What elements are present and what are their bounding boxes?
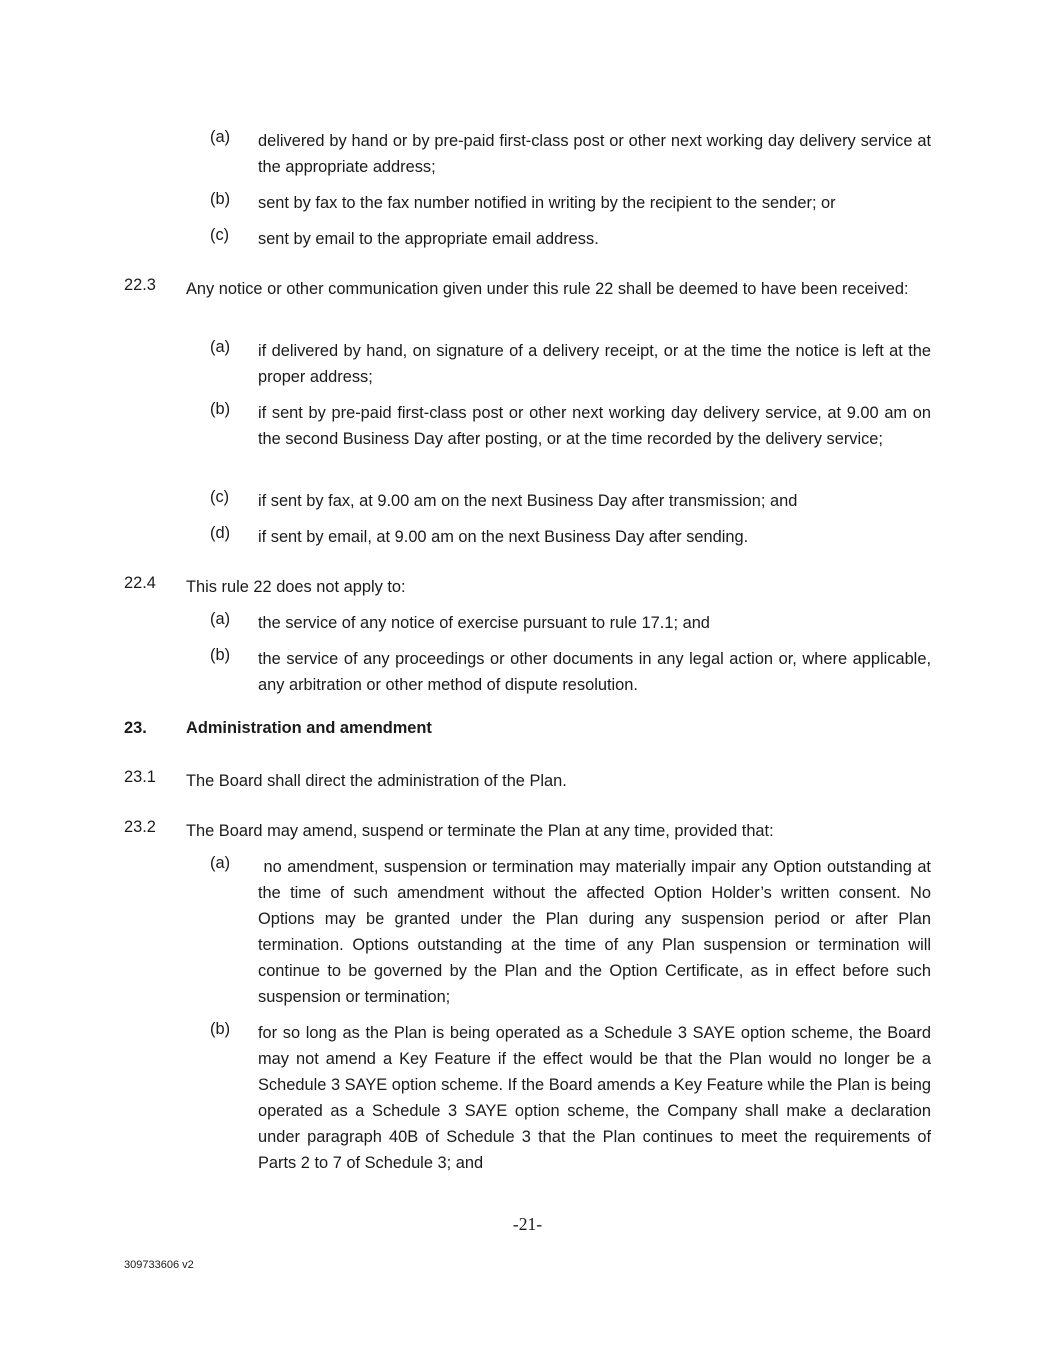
clause-text: This rule 22 does not apply to: xyxy=(186,578,406,596)
clause-23-2 xyxy=(124,818,931,844)
clause-number: 23.2 xyxy=(124,818,156,836)
sub-clause-22-3-a xyxy=(210,338,931,390)
sub-clause-22-2-b xyxy=(210,190,931,216)
sub-clause-label: (b) xyxy=(210,190,231,208)
sub-clause-text: if sent by email, at 9.00 am on the next Business Day after sending. xyxy=(258,528,749,546)
clause-number: 23.1 xyxy=(124,768,156,786)
clause-text: The Board shall direct the administration of the Plan. xyxy=(186,772,567,790)
sub-clause-label: (b) xyxy=(210,400,231,418)
sub-clause-label: (c) xyxy=(210,226,230,244)
sub-clause-23-2-b xyxy=(210,1020,931,1176)
sub-clause-label: (a) xyxy=(210,610,231,628)
sub-clause-label: (b) xyxy=(210,1020,231,1038)
sub-clause-label: (a) xyxy=(210,338,231,356)
sub-clause-22-3-b xyxy=(210,400,931,452)
sub-clause-22-3-d xyxy=(210,524,931,550)
clause-22-3 xyxy=(124,276,931,302)
document-reference: 309733606 v2 xyxy=(124,1259,194,1271)
sub-clause-22-3-c xyxy=(210,488,931,514)
sub-clause-text: delivered by hand or by pre-paid first-class post or other next working day delivery service at the appropriate address; xyxy=(258,132,931,176)
sub-clause-text: no amendment, suspension or termination may materially impair any Option outstanding at the time of such amendment without the affected Option Holder’s written consent. No Options may be granted under the Plan during any suspension period or after Plan termination. Options outstanding at the time of any Plan suspension or termination will continue to be governed by the Plan and the Option Certificate, as in effect before such suspension or termination; xyxy=(258,858,931,1006)
sub-clause-text: for so long as the Plan is being operated as a Schedule 3 SAYE option scheme, the Board may not amend a Key Feature if the effect would be that the Plan would no longer be a Schedule 3 SAYE option scheme. If the Board amends a Key Feature while the Plan is being operated as a Schedule 3 SAYE option scheme, the Company shall make a declaration under paragraph 40B of Schedule 3 that the Plan continues to meet the requirements of Parts 2 to 7 of Schedule 3; and xyxy=(258,1024,931,1172)
sub-clause-label: (d) xyxy=(210,524,231,542)
sub-clause-text: if sent by pre-paid first-class post or other next working day delivery service, at 9.00 am on the second Business Day after posting, or at the time recorded by the delivery service; xyxy=(258,404,931,448)
sub-clause-22-4-b xyxy=(210,646,931,698)
sub-clause-text: if delivered by hand, on signature of a delivery receipt, or at the time the notice is left at the proper address; xyxy=(258,342,931,386)
sub-clause-text: sent by email to the appropriate email address. xyxy=(258,230,599,248)
clause-number: 22.4 xyxy=(124,574,156,592)
sub-clause-23-2-a xyxy=(210,854,931,1010)
clause-22-4 xyxy=(124,574,931,600)
sub-clause-22-4-a xyxy=(210,610,931,636)
section-title: Administration and amendment xyxy=(186,719,432,737)
sub-clause-label: (a) xyxy=(210,128,231,146)
sub-clause-text: sent by fax to the fax number notified in writing by the recipient to the sender; or xyxy=(258,194,836,212)
clause-text: The Board may amend, suspend or terminate the Plan at any time, provided that: xyxy=(186,822,774,840)
clause-23-1 xyxy=(124,768,931,794)
sub-clause-text: if sent by fax, at 9.00 am on the next Business Day after transmission; and xyxy=(258,492,798,510)
sub-clause-label: (a) xyxy=(210,854,231,872)
clause-number: 22.3 xyxy=(124,276,156,294)
sub-clause-22-2-a xyxy=(210,128,931,180)
section-number: 23. xyxy=(124,719,147,737)
clause-text: Any notice or other communication given under this rule 22 shall be deemed to have been received: xyxy=(186,280,909,298)
sub-clause-label: (b) xyxy=(210,646,231,664)
sub-clause-label: (c) xyxy=(210,488,230,506)
section-heading-23 xyxy=(124,719,432,738)
sub-clause-text: the service of any proceedings or other documents in any legal action or, where applicable, any arbitration or other method of dispute resolution. xyxy=(258,650,931,694)
sub-clause-22-2-c xyxy=(210,226,931,252)
sub-clause-text: the service of any notice of exercise pursuant to rule 17.1; and xyxy=(258,614,710,632)
page-number: -21- xyxy=(512,1214,543,1234)
